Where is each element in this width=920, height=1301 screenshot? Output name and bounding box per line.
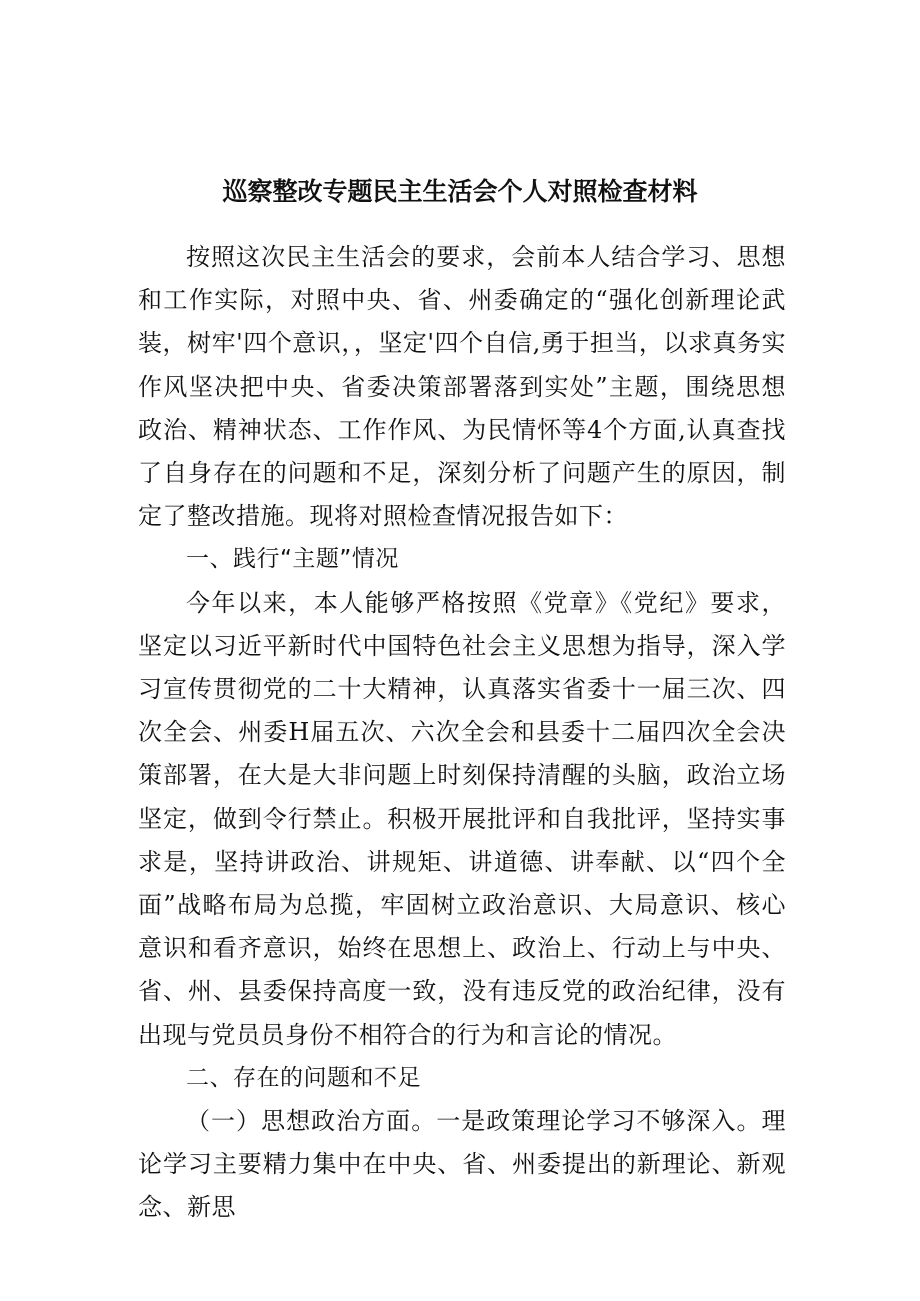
- section-2-paragraph: （一）思想政治方面。一是政策理论学习不够深入。理论学习主要精力集中在中央、省、州委提出的新理论、新观念、新思: [138, 1107, 786, 1222]
- section-1-paragraph: 今年以来，本人能够严格按照《党章》《党纪》要求，坚定以习近平新时代中国特色社会主义思想为指导，深入学习宣传贯彻党的二十大精神，认真落实省委十一届三次、四次全会、州委H届五次、六次全会和县委十二届四次全会决策部署，在大是大非问题上时刻保持清醒的头脑，政治立场坚定，做到令行禁止。积极开展批评和自我批评，坚持实事求是，坚持讲政治、讲规矩、讲道德、讲奉献、以“四个全面”战略布局为总揽，牢固树立政治意识、大局意识、核心意识和看齐意识，始终在思想上、政治上、行动上与中央、省、州、县委保持高度一致，没有违反党的政治纪律，没有出现与党员员身份不相符合的行为和言论的情况。: [138, 588, 786, 1049]
- document-body: [138, 236, 786, 1230]
- section-heading-1: 一、践行“主题”情况: [186, 546, 399, 573]
- intro-paragraph: 按照这次民主生活会的要求，会前本人结合学习、思想和工作实际，对照中央、省、州委确定的“强化创新理论武装，树牢'四个意识，，坚定'四个自信,勇于担当，以求真务实作风坚决把中央、省委决策部署落到实处”主题，围绕思想政治、精神状态、工作作风、为民情怀等4个方面,认真查找了自身存在的问题和不足，深刻分析了问题产生的原因，制定了整改措施。现将对照检查情况报告如下：: [138, 243, 786, 531]
- section-heading-2: 二、存在的问题和不足: [186, 1064, 421, 1091]
- document-title: 巡察整改专题民主生活会个人对照检查材料: [222, 177, 698, 206]
